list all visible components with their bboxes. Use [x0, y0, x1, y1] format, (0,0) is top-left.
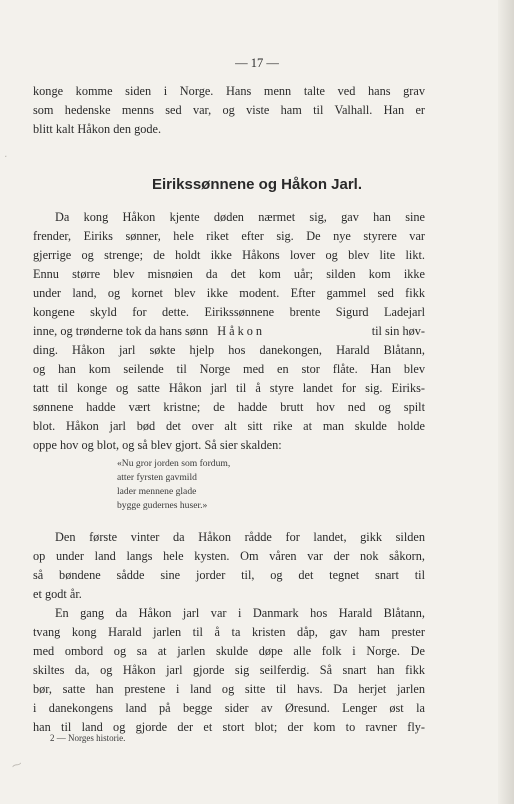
paragraph-line: ding. Håkon jarl søkte hjelp hos danekongen, Harald Blåtann,: [33, 343, 425, 357]
verse-line: lader mennene glade: [117, 486, 197, 497]
page-edge: [498, 0, 514, 804]
paragraph-line: frender, Eiriks sønner, hele riket efter sig. De nye styrere var: [33, 229, 425, 243]
page-number: — 17 —: [235, 56, 279, 70]
paragraph-line: skiltes da, og Håkon jarl gjorde sig seilferdig. Så snart han fikk: [33, 663, 425, 677]
intro-line: blitt kalt Håkon den gode.: [33, 122, 162, 136]
pencil-mark: ⁓: [10, 758, 24, 773]
paragraph-line: med ombord og sa at jarlen skulde døpe alle folk i Norge. De: [33, 644, 425, 658]
paragraph-line: og han kom seilende til Norge med en stor flåte. Han blev: [33, 362, 425, 376]
verse-line: «Nu gror jorden som fordum,: [117, 458, 231, 469]
paragraph-line: En gang da Håkon jarl var i Danmark hos Harald Blåtann,: [55, 606, 425, 620]
paragraph-line: bør, satte han prestene i land og sitte til havs. Da herjet jarlen: [33, 682, 425, 696]
intro-line: som hedenske menns sed var, og viste ham til Valhall. Han er: [33, 103, 425, 117]
paragraph-line: Da kong Håkon kjente døden nærmet sig, gav han sine: [55, 210, 425, 224]
paragraph-line: et godt år.: [33, 587, 82, 601]
paragraph-line: sønnene hadde vært kristne; de hadde brutt hov ned og spilt: [33, 400, 425, 414]
line-end: til sin høv-: [371, 324, 425, 338]
paragraph-line: Ennu større blev misnøien da det kom uår; silden kom ikke: [33, 267, 425, 281]
paragraph-line: op under land langs hele kysten. Om våren var der nok såkorn,: [33, 549, 425, 563]
paragraph-line: gjerrige og strenge; de holdt ikke Håkons lover og blev lite likt.: [33, 248, 425, 262]
footer-signature: 2 — Norges historie.: [50, 733, 126, 743]
verse-line: atter fyrsten gavmild: [117, 472, 197, 483]
paragraph-line-with-spaced-name: [33, 322, 425, 341]
paragraph-line: under land, og kornet blev ikke modent. Efter gammel sed fikk: [33, 286, 425, 300]
paragraph-line: oppe hov og blot, og så blev gjort. Så sier skalden:: [33, 438, 282, 452]
line-start: inne, og trønderne tok da hans sønn: [33, 324, 209, 338]
paragraph-line: tatt til konge og satte Håkon jarl til å styre landet for sig. Eiriks-: [33, 381, 425, 395]
intro-line: konge komme siden i Norge. Hans menn talte ved hans grav: [33, 84, 425, 98]
spaced-name: Håkon: [217, 324, 266, 338]
paragraph-line: Den første vinter da Håkon rådde for landet, gikk silden: [55, 530, 425, 544]
paragraph-line: han til land og gjorde der et stort blot; der kom to ravner fly-: [33, 720, 425, 734]
paragraph-line: i danekongens land på begge sider av Øresund. Lenger øst la: [33, 701, 425, 715]
paragraph-line: så bøndene sådde sine jorder til, og det tegnet snart til: [33, 568, 425, 582]
section-heading: Eirikssønnene og Håkon Jarl.: [151, 176, 363, 193]
paragraph-line: kongene skyld for dette. Eirikssønnene brente Sigurd Ladejarl: [33, 305, 425, 319]
paragraph-line: blot. Håkon jarl bød det over alt sitt rike at man skulde holde: [33, 419, 425, 433]
paragraph-line: tvang kong Harald jarlen til å ta kristen dåp, gav ham prester: [33, 625, 425, 639]
pencil-mark: ·: [4, 152, 8, 163]
verse-line: bygge gudernes huser.»: [117, 500, 208, 511]
